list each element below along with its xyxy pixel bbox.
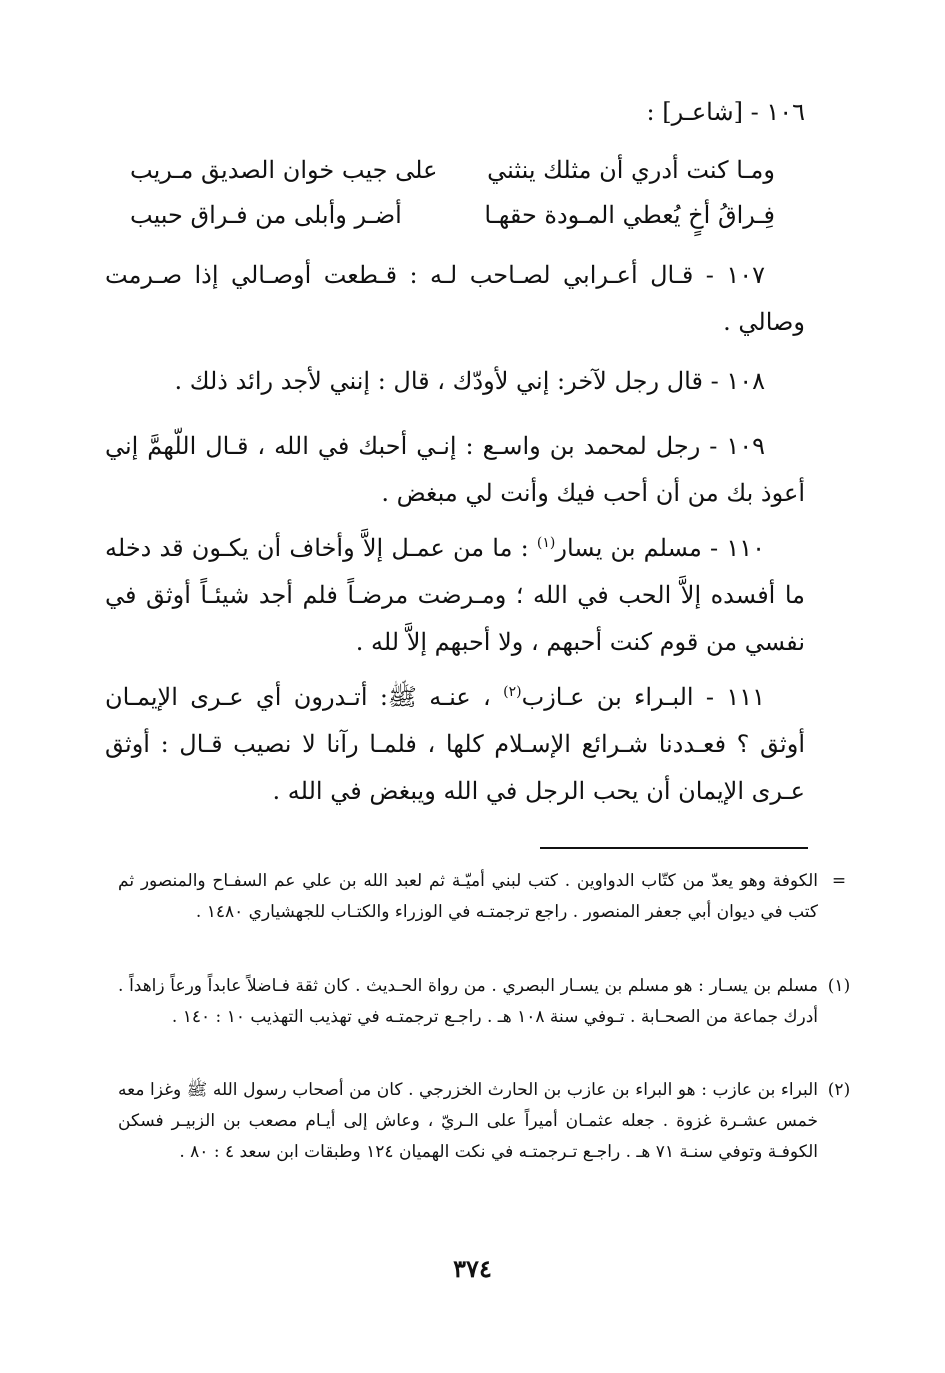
footnote-text: الكوفة وهو يعدّ من كتّاب الدواوين . كتب لبني أميّـة ثم لعبد الله بن علي عم السفـاح والمنصور ثم كتب في ديوان أبي جعفر المنصور . راجع ترجمتـه في الوزراء والكتـاب للجهشياري ١٤٨٠ .	[118, 871, 818, 922]
paragraph-text: ١٠٧ - قـال أعـرابي لصـاحب لـه : قـطعت أوصـالي إذا صـرمت وصالي .	[105, 261, 805, 336]
footnote-reference[interactable]: (٢)	[503, 684, 522, 700]
footnote-text: مسلم بن يسـار : هو مسلم بن يسـار البصري . من رواة الحـديث . كان ثقة فـاضلاً عابداً ورعاً زاهداً . أدرك جماعة من الصحـابة . تـوفي سنة ١٠٨ هـ . راجـع ترجمتـه في تهذيب التهذيب ١٠ : ١٤٠ .	[118, 976, 818, 1027]
paragraph-text: ١٠٨ - قال رجل لآخر: إني لأودّك ، قال : إنني لأجد رائد ذلك .	[174, 367, 765, 395]
entry-paragraph-109	[105, 423, 805, 517]
paragraph-text: ١١١ - البـراء بن عـازب	[521, 683, 766, 711]
poem-hemistich-second: على جيب خوان الصديق مـريب	[130, 156, 438, 184]
entry-paragraph-107	[105, 252, 805, 346]
footnote-continued	[118, 866, 847, 928]
paragraph-text: : ما من عمـل إلاَّ وأخاف أن يكـون قد دخله ما أفسده إلاَّ الحب في الله ؛ ومـرضت مرضـاً فلم أجد شيئـاً أوثق في نفسي من قوم كنت أحبهم ، ولا أحبهم إلاَّ لله .	[105, 534, 805, 656]
entry-paragraph-111	[105, 674, 805, 815]
footnote-reference[interactable]: (١)	[536, 535, 556, 551]
entry-paragraph-108	[105, 358, 805, 405]
entry-heading-106: ١٠٦ - [شاعـر] :	[646, 98, 805, 126]
poem-verse	[130, 195, 775, 235]
poem-hemistich-second: أضـر وأبلى من فـراق حبيب	[130, 201, 402, 229]
poem-verse	[130, 150, 775, 190]
footnote-text: البراء بن عازب : هو البراء بن عازب بن الحارث الخزرجي . كان من أصحاب رسول الله ﷺ وغزا معه خمس عشـرة غزوة . جعله عثمـان أميراً على الـريّ ، وعاش إلى أيـام مصعب بن الزبيـر فسكن الكوفـة وتوفي سنـة ٧١ هـ . راجـع تـرجمتـه في نكت الهميان ١٢٤ وطبقات ابن سعد ٤ : ٨٠ .	[118, 1080, 818, 1162]
poem-hemistich-first: ومـا كنت أدري أن مثلك ينثني	[487, 156, 775, 184]
paragraph-text: ١٠٩ - رجل لمحمد بن واسـع : إنـي أحبك في الله ، قـال اللّهمَّ إني أعوذ بك من أن أحب فيك وأنت لي مبغض .	[105, 432, 805, 507]
footnote-marker: =	[831, 871, 847, 891]
footnote-2	[118, 1075, 851, 1168]
page-number: ٣٧٤	[453, 1254, 492, 1283]
entry-paragraph-110	[105, 525, 805, 666]
paragraph-text: ١١٠ - مسلم بن يسار	[555, 534, 765, 562]
poem-hemistich-first: فِـراقُ أخٍ يُعطي المـودة حقهـا	[484, 201, 775, 229]
footnote-1	[118, 971, 851, 1033]
footnote-marker: (٢)	[827, 1080, 851, 1100]
footnote-marker: (١)	[827, 976, 851, 996]
paragraph-text: ، عنـه ﷺ: أتـدرون أي عـرى الإيمـان أوثق ؟ فعـددنا شـرائع الإسـلام كلها ، فلمـا رآنا لا نصيب قـال : أوثق عـرى الإيمان أن يحب الرجل في الله ويبغض في الله .	[105, 683, 805, 805]
footnote-separator	[540, 847, 808, 849]
